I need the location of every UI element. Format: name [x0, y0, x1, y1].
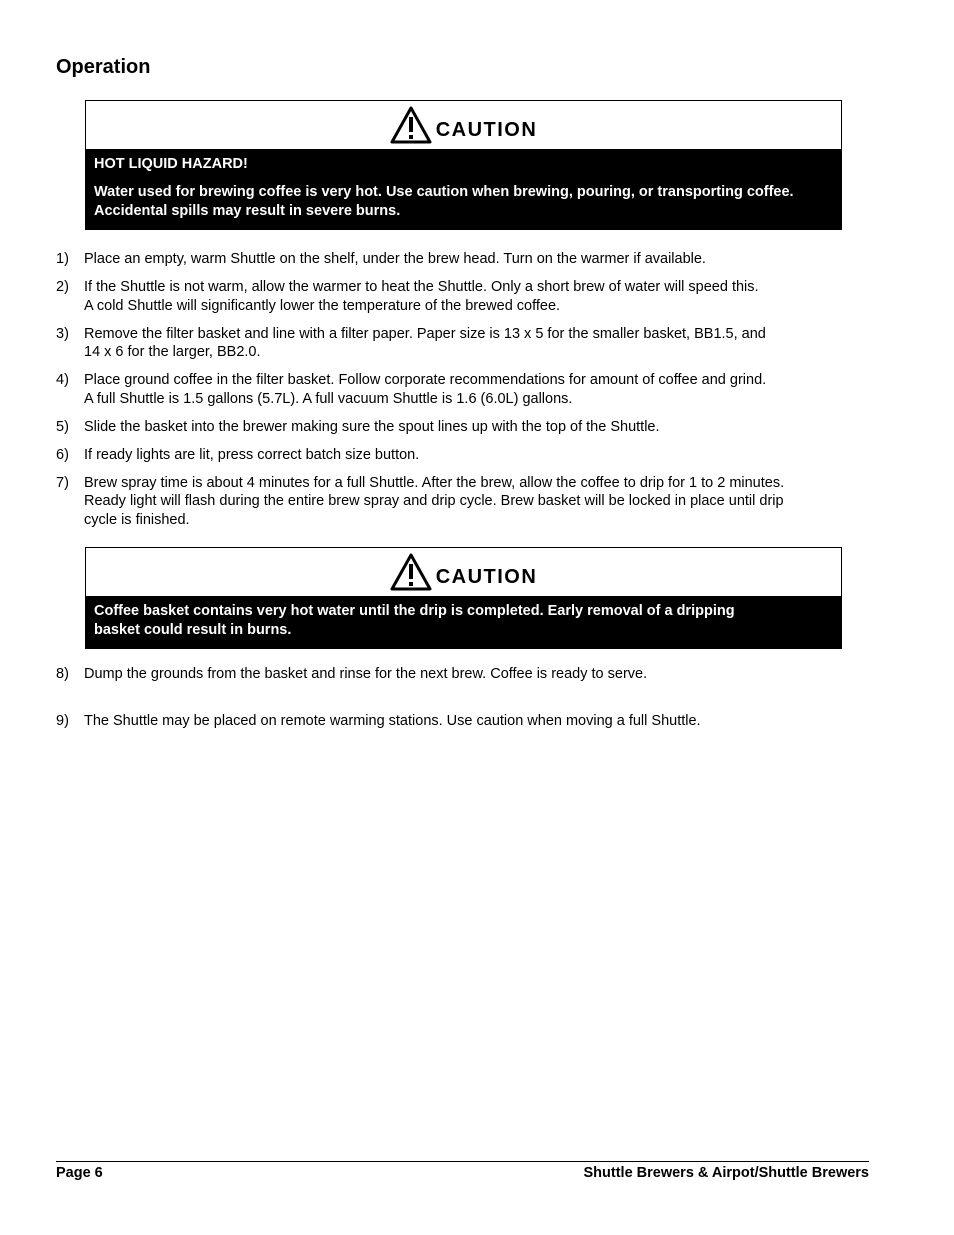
list-item [56, 474, 856, 530]
list-item [56, 665, 856, 684]
step-number: 1) [56, 251, 69, 267]
caution-header [86, 548, 841, 596]
step-number: 8) [56, 666, 69, 682]
step-number: 9) [56, 713, 69, 729]
hazard-title: HOT LIQUID HAZARD! [94, 156, 248, 172]
step-line: Remove the filter basket and line with a filter paper. Paper size is 13 x 5 for the smaller basket, BB1.5, and [84, 325, 766, 342]
caution-body [86, 149, 841, 229]
caution-header [86, 101, 841, 149]
caution-heading: CAUTION [435, 118, 538, 141]
step-line: Ready light will flash during the entire brew spray and drip cycle. Brew basket will be locked in place until drip [84, 493, 784, 509]
step-text [84, 278, 856, 315]
step-line: cycle is finished. [84, 511, 190, 528]
step-line: If ready lights are lit, press correct batch size button. [84, 446, 420, 463]
caution-box-hot-liquid [85, 100, 842, 230]
footer-divider [56, 1161, 869, 1162]
hazard-text-line: basket could result in burns. [94, 622, 292, 638]
caution-heading: CAUTION [435, 565, 538, 588]
hazard-text: Water used for brewing coffee is very hot. Use caution when brewing, pouring, or transporting coffee. Accidental spills may result in severe burns. [94, 184, 794, 219]
step-text [84, 325, 856, 362]
step-line: Slide the basket into the brewer making sure the spout lines up with the top of the Shuttle. [84, 418, 660, 435]
step-number: 5) [56, 418, 69, 435]
operation-steps-list [56, 250, 856, 539]
step-line: Place an empty, warm Shuttle on the shelf, under the brew head. Turn on the warmer if available. [84, 251, 706, 267]
step-line: 14 x 6 for the larger, BB2.0. [84, 344, 261, 360]
hazard-text [94, 602, 833, 640]
step-line: A full Shuttle is 1.5 gallons (5.7L). A full vacuum Shuttle is 1.6 (6.0L) gallons. [84, 390, 573, 407]
step-text [84, 371, 856, 408]
list-item [56, 371, 856, 408]
step-line: Place ground coffee in the filter basket. Follow corporate recommendations for amount of coffee and grind. [84, 372, 767, 388]
hazard-text-line: Coffee basket contains very hot water until the drip is completed. Early removal of a dripping [94, 603, 735, 619]
list-item [56, 418, 856, 437]
step-text [84, 446, 856, 465]
list-item [56, 712, 856, 731]
step-line: If the Shuttle is not warm, allow the warmer to heat the Shuttle. Only a short brew of water will speed this. [84, 279, 759, 295]
step-line: Brew spray time is about 4 minutes for a full Shuttle. After the brew, allow the coffee to drip for 1 to 2 minutes. [84, 474, 785, 491]
warning-triangle-icon [390, 553, 432, 591]
step-text [84, 474, 856, 530]
list-item [56, 250, 856, 269]
step-text [84, 418, 856, 437]
section-title: Operation [56, 56, 151, 78]
step-number: 3) [56, 325, 69, 342]
document-title: Shuttle Brewers & Airpot/Shuttle Brewers [583, 1165, 869, 1181]
step-number: 7) [56, 474, 69, 491]
caution-body [86, 596, 841, 648]
step-number: 2) [56, 279, 69, 295]
page-number: Page 6 [56, 1165, 103, 1181]
step-text: The Shuttle may be placed on remote warming stations. Use caution when moving a full Shuttle. [84, 713, 701, 729]
list-item [56, 278, 856, 315]
step-text: Dump the grounds from the basket and rinse for the next brew. Coffee is ready to serve. [84, 666, 648, 682]
step-number: 4) [56, 372, 69, 388]
operation-steps-list-continued [56, 665, 856, 740]
step-number: 6) [56, 446, 69, 463]
warning-triangle-icon [390, 106, 432, 144]
list-item [56, 446, 856, 465]
caution-box-coffee-basket [85, 547, 842, 649]
step-line: A cold Shuttle will significantly lower the temperature of the brewed coffee. [84, 297, 561, 314]
step-text [84, 250, 856, 269]
list-item [56, 325, 856, 362]
